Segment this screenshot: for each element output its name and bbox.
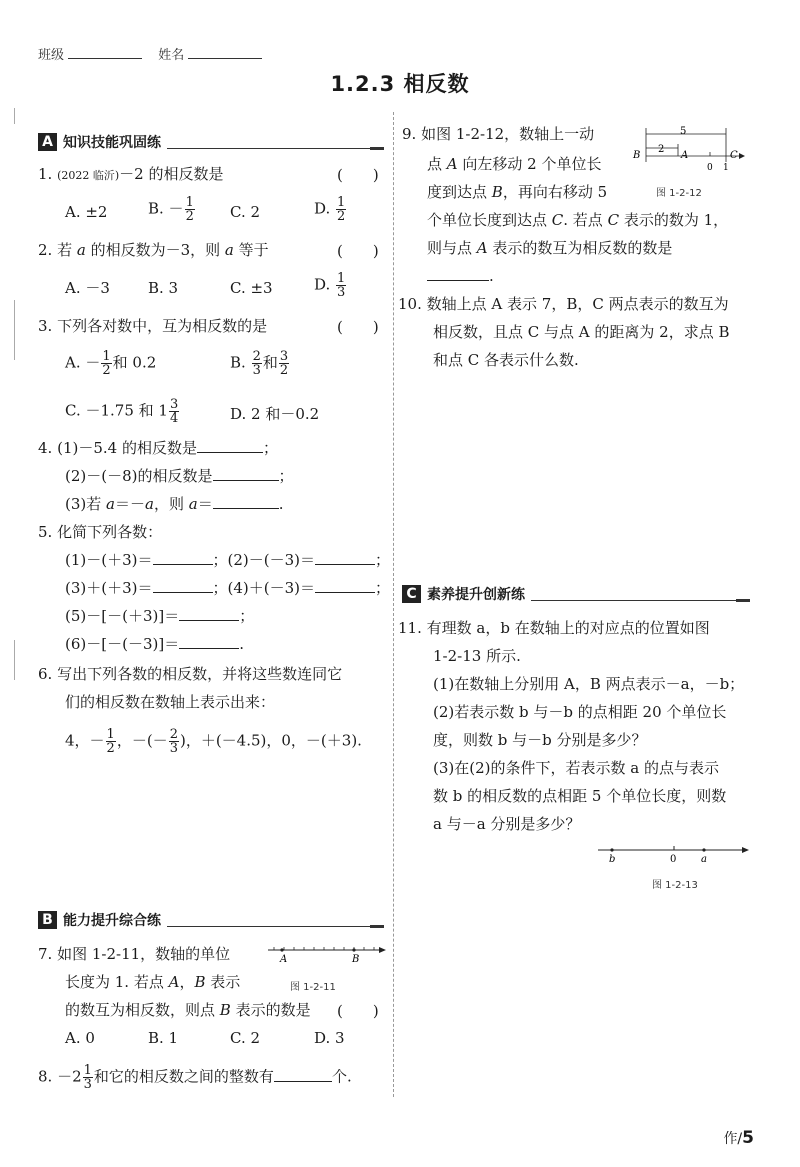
question-text: (1)－5.4 的相反数是 <box>57 439 197 457</box>
q11-line-2: 1-2-13 所示. <box>433 647 521 665</box>
section-rule <box>167 148 370 149</box>
q10-line-2: 相反数，且点 C 与点 A 的距离为 2，求点 B <box>433 323 730 341</box>
answer-blank[interactable] <box>315 551 375 565</box>
question-number: 7. <box>38 945 53 963</box>
question-text: 如图 1-2-12，数轴上一动 <box>421 125 595 143</box>
figure-caption: 图 1-2-13 <box>652 880 698 891</box>
question-number: 2. <box>38 241 53 259</box>
denominator: 2 <box>185 209 194 224</box>
q9-number-line <box>630 122 750 176</box>
option-label: A. － <box>65 353 101 372</box>
fraction <box>83 1064 93 1091</box>
question-text: (5)－[－(＋3)]＝ <box>65 607 180 625</box>
section-rule-end <box>370 147 384 150</box>
answer-blank[interactable] <box>197 439 263 453</box>
math-text: －2 <box>57 1067 82 1086</box>
question-text: ；(4)＋(－3)＝ <box>212 579 315 597</box>
page-number <box>723 1128 754 1148</box>
q4-line-2 <box>65 466 294 486</box>
answer-paren[interactable]: ( ) <box>337 318 379 336</box>
figure-caption: 图 1-2-11 <box>290 982 336 993</box>
question-number: 10. <box>398 295 422 313</box>
section-title: 能力提升综合练 <box>63 913 161 929</box>
numerator: 1 <box>83 1063 92 1078</box>
margin-mark <box>14 300 15 360</box>
numerator: 3 <box>279 349 289 364</box>
question-number: 3. <box>38 317 53 335</box>
question-text: (3)若 <box>65 495 107 513</box>
answer-blank[interactable] <box>179 635 239 649</box>
answer-blank[interactable] <box>427 267 489 281</box>
section-badge: B <box>38 911 57 929</box>
question-number: 1. <box>38 165 53 183</box>
question-text: 和它的相反数之间的整数有 <box>93 1067 274 1086</box>
q2-option-d[interactable] <box>314 272 347 299</box>
question-text: (1)－(＋3)＝ <box>65 551 153 569</box>
section-title: 知识技能巩固练 <box>63 135 161 151</box>
option-label: D. <box>314 275 336 294</box>
fraction <box>336 272 346 299</box>
point-b-label: b <box>609 854 616 865</box>
point-a-label: A <box>280 954 288 965</box>
q3-option-b[interactable] <box>230 350 290 377</box>
option-label: D. <box>314 199 336 218</box>
question-text: 的数互为相反数，则点 <box>65 1001 220 1019</box>
q6-line-1 <box>38 664 342 684</box>
variable: B <box>194 973 206 991</box>
numerator: 3 <box>169 397 179 412</box>
q7-line-2 <box>65 972 240 992</box>
page-prefix: 作/ <box>723 1131 743 1147</box>
q1-option-c[interactable]: C. 2 <box>230 203 261 221</box>
question-text: 则与点 <box>427 239 477 257</box>
class-blank[interactable] <box>68 45 142 59</box>
fraction <box>252 350 262 377</box>
denominator: 2 <box>337 209 346 224</box>
punctuation: . <box>278 495 284 513</box>
variable: C <box>607 211 620 229</box>
q9-line-3 <box>427 182 607 202</box>
question-text: ，则 <box>153 495 189 513</box>
q5-line-3 <box>65 606 254 626</box>
point-marker <box>280 948 283 951</box>
q3-stem <box>38 316 267 336</box>
question-text: 化简下列各数： <box>57 523 163 541</box>
question-number: 11. <box>398 619 422 637</box>
answer-paren[interactable]: ( ) <box>337 242 379 260</box>
distance-label-5: 5 <box>680 126 687 137</box>
question-text: 度到达点 <box>427 183 492 201</box>
variable: B <box>491 183 503 201</box>
denominator: 2 <box>102 363 111 378</box>
q11-line-4: (2)若表示数 b 与－b 的点相距 20 个单位长 <box>433 703 727 721</box>
question-text: 如图 1-2-11，数轴的单位 <box>57 945 231 963</box>
answer-blank[interactable] <box>315 579 375 593</box>
fraction <box>106 728 116 755</box>
question-text: 表示的数为 1， <box>619 211 729 229</box>
variable: a <box>106 495 115 513</box>
q2-option-b[interactable]: B. 3 <box>148 279 179 297</box>
tick-label-0: 0 <box>707 163 713 173</box>
denominator: 3 <box>252 363 261 378</box>
numerator: 1 <box>337 271 346 286</box>
name-blank[interactable] <box>188 45 262 59</box>
q7-option-a[interactable]: A. 0 <box>65 1029 95 1047</box>
section-rule <box>167 926 370 927</box>
section-rule-end <box>370 925 384 928</box>
q11-number-line <box>596 842 752 868</box>
point-a-label: A <box>681 150 689 161</box>
math-text: 4，－ <box>65 731 105 750</box>
option-label: B. － <box>148 199 184 218</box>
fraction <box>101 350 111 377</box>
denominator: 3 <box>337 285 346 300</box>
question-text: 点 <box>427 155 447 173</box>
question-text: 下列各对数中，互为相反数的是 <box>57 317 268 335</box>
fraction <box>279 350 289 377</box>
section-badge: C <box>402 585 421 603</box>
question-text: (3)＋(＋3)＝ <box>65 579 153 597</box>
question-text: 写出下列各数的相反数，并将这些数连同它 <box>57 665 343 683</box>
page-value: 5 <box>742 1128 754 1148</box>
numerator: 1 <box>106 727 115 742</box>
origin-label: 0 <box>670 854 677 865</box>
q6-numbers <box>65 728 362 755</box>
q11-line-5: 度，则数 b 与－b 分别是多少？ <box>433 731 647 749</box>
question-number: 6. <box>38 665 53 683</box>
variable: A <box>476 239 488 257</box>
answer-blank[interactable] <box>213 495 279 509</box>
q5-line-2 <box>65 578 390 598</box>
section-badge: A <box>38 133 57 151</box>
q10-line-3: 和点 C 各表示什么数. <box>433 351 579 369</box>
variable: A <box>168 973 180 991</box>
punctuation: ； <box>278 467 294 485</box>
math-text: )，＋(－4.5)，0，－(＋3). <box>179 731 362 750</box>
q1-option-d[interactable] <box>314 196 347 223</box>
numerator: 2 <box>252 349 261 364</box>
point-marker <box>352 948 355 951</box>
q2-option-c[interactable]: C. ±3 <box>230 279 273 297</box>
distance-label-2: 2 <box>658 144 665 155</box>
question-text: 个单位长度到达点 <box>427 211 552 229</box>
question-text: 表示的数互为相反数的数是 <box>487 239 673 257</box>
punctuation: ； <box>239 607 255 625</box>
question-number: 8. <box>38 1067 53 1086</box>
q4-line-3 <box>65 494 283 514</box>
q7-option-b[interactable]: B. 1 <box>148 1029 179 1047</box>
q3-option-a[interactable] <box>65 350 156 377</box>
q3-option-c[interactable] <box>65 398 180 425</box>
numerator: 1 <box>337 195 346 210</box>
denominator: 3 <box>83 1077 92 1092</box>
point-c-label: C <box>730 150 738 161</box>
class-label: 班级 <box>38 48 65 63</box>
question-text: 数轴上点 A 表示 7，B，C 两点表示的数互为 <box>426 295 729 313</box>
margin-mark <box>14 108 15 124</box>
question-text: 表示的数是 <box>230 1001 311 1019</box>
variable: C <box>551 211 564 229</box>
q1-option-a[interactable]: A. ±2 <box>65 203 108 221</box>
variable: a <box>76 241 86 259</box>
question-number: 9. <box>402 125 417 143</box>
numerator: 2 <box>169 727 178 742</box>
question-text: (6)－[－(－3)]＝ <box>65 635 180 653</box>
answer-paren[interactable]: ( ) <box>337 166 379 184</box>
question-text: ；(2)－(－3)＝ <box>212 551 315 569</box>
option-text: C. －1.75 和 1 <box>65 401 168 420</box>
q9-line-4 <box>427 210 728 230</box>
q11-line-8: a 与－a 分别是多少？ <box>433 815 581 833</box>
q5-line-4 <box>65 634 244 654</box>
numerator: 1 <box>102 349 111 364</box>
name-label: 姓名 <box>158 48 185 63</box>
question-text: ＝－ <box>114 495 145 513</box>
variable: B <box>219 1001 231 1019</box>
punctuation: ， <box>179 973 195 991</box>
question-text: . 若点 <box>563 211 608 229</box>
tick-label-1: 1 <box>723 163 729 173</box>
q5-stem <box>38 522 162 542</box>
question-text: ，再向右移动 5 <box>502 183 608 201</box>
punctuation: ； <box>375 551 391 569</box>
section-a-header <box>38 132 384 152</box>
answer-blank[interactable] <box>179 607 239 621</box>
question-source: (2022 临沂) <box>57 169 120 182</box>
question-text: (2)－(－8)的相反数是 <box>65 467 213 485</box>
q7-option-c[interactable]: C. 2 <box>230 1029 261 1047</box>
q11-line-3: (1)在数轴上分别用 A，B 两点表示－a，－b； <box>433 675 745 693</box>
fraction <box>169 398 179 425</box>
q9-line-5 <box>427 238 672 258</box>
q6-line-2: 们的相反数在数轴上表示出来： <box>65 693 276 711</box>
question-text: 表示 <box>205 973 241 991</box>
point-b-label: B <box>633 150 641 161</box>
point-a-label: a <box>701 854 707 865</box>
q7-option-d[interactable]: D. 3 <box>314 1029 345 1047</box>
q5-line-1 <box>65 550 390 570</box>
q2-stem <box>38 240 269 260</box>
q11-line-7: 数 b 的相反数的点相距 5 个单位长度，则数 <box>433 787 727 805</box>
question-text: ＝ <box>197 495 213 513</box>
answer-blank[interactable] <box>213 467 279 481</box>
variable: a <box>224 241 234 259</box>
variable: A <box>446 155 458 173</box>
question-text: 个. <box>331 1067 352 1086</box>
q8-stem <box>38 1064 352 1091</box>
question-text: 向左移动 2 个单位长 <box>457 155 602 173</box>
math-text: ，－(－ <box>116 731 168 750</box>
q11-line-1 <box>398 618 710 638</box>
fraction <box>169 728 179 755</box>
q7-line-3 <box>65 1000 311 1020</box>
option-text: 和 <box>262 353 278 372</box>
q9-line-6 <box>427 266 494 286</box>
q2-option-a[interactable]: A. －3 <box>65 279 110 297</box>
point-b-label: B <box>352 954 360 965</box>
q11-line-6: (3)在(2)的条件下，若表示数 a 的点与表示 <box>433 759 719 777</box>
question-text: 等于 <box>233 241 269 259</box>
punctuation: . <box>239 635 244 653</box>
q1-stem <box>38 164 223 186</box>
numerator: 1 <box>185 195 194 210</box>
answer-blank[interactable] <box>274 1068 332 1082</box>
margin-mark <box>14 640 15 680</box>
q3-option-d[interactable]: D. 2 和－0.2 <box>230 405 320 423</box>
section-rule-end <box>736 599 750 602</box>
page-title: 1.2.3 相反数 <box>330 72 470 96</box>
question-text: 长度为 1. 若点 <box>65 973 169 991</box>
section-b-header <box>38 910 384 930</box>
punctuation: ； <box>262 439 278 457</box>
column-divider <box>393 112 394 1097</box>
denominator: 2 <box>106 741 115 756</box>
header-fields <box>38 44 274 63</box>
question-text: 有理数 a，b 在数轴上的对应点的位置如图 <box>426 619 710 637</box>
section-c-header <box>402 584 750 604</box>
q7-line-1 <box>38 944 230 964</box>
fraction <box>336 196 346 223</box>
section-rule <box>531 600 736 601</box>
figure-caption: 图 1-2-12 <box>656 188 702 199</box>
q9-line-1 <box>402 124 594 144</box>
variable: a <box>145 495 154 513</box>
question-text: 若 <box>57 241 77 259</box>
punctuation: . <box>489 267 494 285</box>
q9-line-2 <box>427 154 601 174</box>
denominator: 2 <box>279 363 289 378</box>
question-text: －2 的相反数是 <box>119 165 224 183</box>
question-text: 的相反数为－3，则 <box>85 241 225 259</box>
punctuation: ； <box>375 579 391 597</box>
question-number: 5. <box>38 523 53 541</box>
fraction <box>185 196 195 223</box>
denominator: 4 <box>169 411 179 426</box>
q10-line-1 <box>398 294 729 314</box>
q1-option-b[interactable] <box>148 196 196 223</box>
option-text: 和 0.2 <box>112 353 157 372</box>
answer-blank[interactable] <box>153 579 213 593</box>
option-label: B. <box>230 353 251 372</box>
answer-blank[interactable] <box>153 551 213 565</box>
variable: a <box>188 495 198 513</box>
q7-number-line <box>266 940 388 970</box>
q4-line-1 <box>38 438 278 458</box>
section-title: 素养提升创新练 <box>427 587 525 603</box>
question-number: 4. <box>38 439 53 457</box>
answer-paren[interactable]: ( ) <box>337 1002 379 1020</box>
denominator: 3 <box>169 741 178 756</box>
